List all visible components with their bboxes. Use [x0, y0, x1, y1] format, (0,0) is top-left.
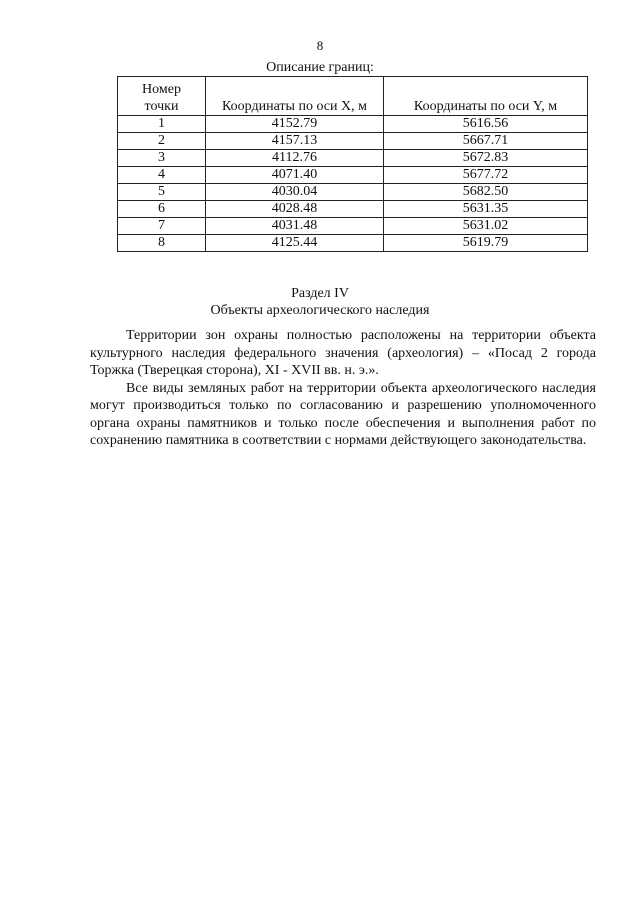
header-point-number: Номер точки — [118, 77, 206, 116]
cell-x: 4030.04 — [206, 184, 384, 201]
header-y-coordinate: Координаты по оси Y, м — [384, 77, 588, 116]
cell-y: 5677.72 — [384, 167, 588, 184]
cell-point: 5 — [118, 184, 206, 201]
cell-x: 4071.40 — [206, 167, 384, 184]
section-subtitle: Объекты археологического наследия — [210, 303, 430, 318]
table-row — [118, 133, 588, 150]
cell-x: 4028.48 — [206, 201, 384, 218]
header-x-coordinate: Координаты по оси X, м — [206, 77, 384, 116]
cell-point: 7 — [118, 218, 206, 235]
cell-y: 5631.02 — [384, 218, 588, 235]
table-row — [118, 116, 588, 133]
table-row — [118, 201, 588, 218]
section-title: Раздел IV — [291, 286, 349, 301]
cell-y: 5616.56 — [384, 116, 588, 133]
cell-x: 4152.79 — [206, 116, 384, 133]
coordinates-table — [117, 76, 588, 252]
table-row — [118, 218, 588, 235]
table-row — [118, 167, 588, 184]
cell-y: 5672.83 — [384, 150, 588, 167]
body-text — [90, 327, 596, 450]
cell-y: 5631.35 — [384, 201, 588, 218]
cell-point: 2 — [118, 133, 206, 150]
cell-point: 6 — [118, 201, 206, 218]
cell-y: 5682.50 — [384, 184, 588, 201]
cell-x: 4157.13 — [206, 133, 384, 150]
table-caption: Описание границ: — [266, 60, 374, 75]
page-number: 8 — [316, 38, 324, 53]
cell-x: 4112.76 — [206, 150, 384, 167]
cell-y: 5667.71 — [384, 133, 588, 150]
cell-point: 3 — [118, 150, 206, 167]
paragraph: Территории зон охраны полностью расположены на территории объекта культурного наследия федерального значения (археология) – «Посад 2 города Торжка (Тверецкая сторона), XI - XVII вв. н. э.». — [90, 328, 596, 378]
cell-point: 1 — [118, 116, 206, 133]
paragraph: Все виды земляных работ на территории объекта археологического наследия могут производиться только по согласованию и разрешению уполномоченного органа охраны памятников и только после обеспечения и выполнения работ по сохранению памятника в соответствии с нормами действующего законодательства. — [90, 380, 596, 448]
cell-x: 4031.48 — [206, 218, 384, 235]
cell-point: 8 — [118, 235, 206, 252]
cell-y: 5619.79 — [384, 235, 588, 252]
cell-x: 4125.44 — [206, 235, 384, 252]
table-row — [118, 184, 588, 201]
table-row — [118, 150, 588, 167]
table-row — [118, 235, 588, 252]
cell-point: 4 — [118, 167, 206, 184]
table-header-row — [118, 77, 588, 116]
